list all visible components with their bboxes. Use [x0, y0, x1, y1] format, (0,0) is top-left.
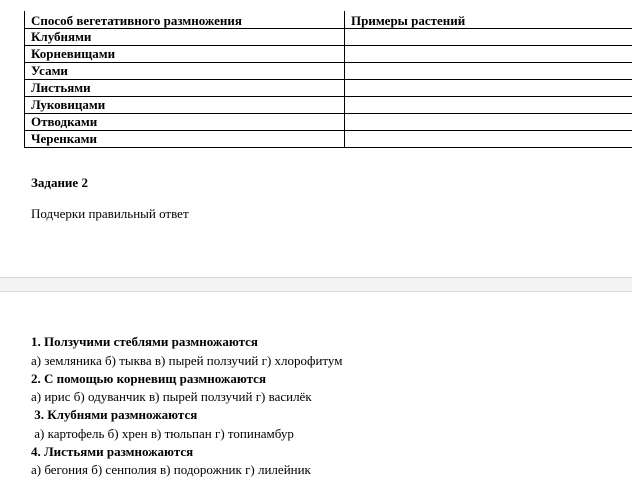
question-3: 3. Клубнями размножаются [31, 407, 198, 422]
answer-options-2: а) ирис б) одуванчик в) пырей ползучий г) василёк [31, 389, 312, 404]
answer-options-3: а) картофель б) хрен в) тюльпан г) топинамбур [31, 426, 294, 441]
question-2: 2. С помощью корневищ размножаются [31, 371, 266, 386]
task-instruction: Подчерки правильный ответ [31, 206, 189, 221]
table-cell-method: Листьями [25, 80, 345, 97]
table-cell-examples[interactable] [345, 80, 632, 97]
table-cell-examples[interactable] [345, 29, 632, 46]
table-row [25, 97, 632, 114]
table-cell-method: Усами [25, 63, 345, 80]
table-cell-method: Клубнями [25, 29, 345, 46]
table-header-row [25, 11, 632, 29]
table-row [25, 29, 632, 46]
table-cell-examples[interactable] [345, 46, 632, 63]
table-cell-method: Луковицами [25, 97, 345, 114]
answer-options-4: а) бегония б) сенполия в) подорожник г) лилейник [31, 462, 311, 477]
propagation-methods-table [24, 11, 632, 148]
task-title: Задание 2 [31, 175, 88, 190]
table-cell-method: Корневищами [25, 46, 345, 63]
table-cell-examples[interactable] [345, 131, 632, 148]
table-cell-examples[interactable] [345, 97, 632, 114]
question-4: 4. Листьями размножаются [31, 444, 194, 459]
table-cell-examples[interactable] [345, 114, 632, 131]
table-row [25, 131, 632, 148]
table-cell-method: Черенками [25, 131, 345, 148]
table-cell-method: Отводками [25, 114, 345, 131]
question-1: 1. Ползучими стеблями размножаются [31, 334, 258, 349]
answer-options-1: а) земляника б) тыква в) пырей ползучий г) хлорофитум [31, 353, 343, 368]
table-row [25, 114, 632, 131]
table-cell-examples[interactable] [345, 63, 632, 80]
page-break [0, 277, 632, 292]
table-row [25, 80, 632, 97]
table-header-examples: Примеры растений [345, 11, 632, 29]
table-row [25, 46, 632, 63]
table-header-method: Способ вегетативного размножения [25, 11, 345, 29]
document-page-bottom [0, 292, 632, 491]
table-row [25, 63, 632, 80]
